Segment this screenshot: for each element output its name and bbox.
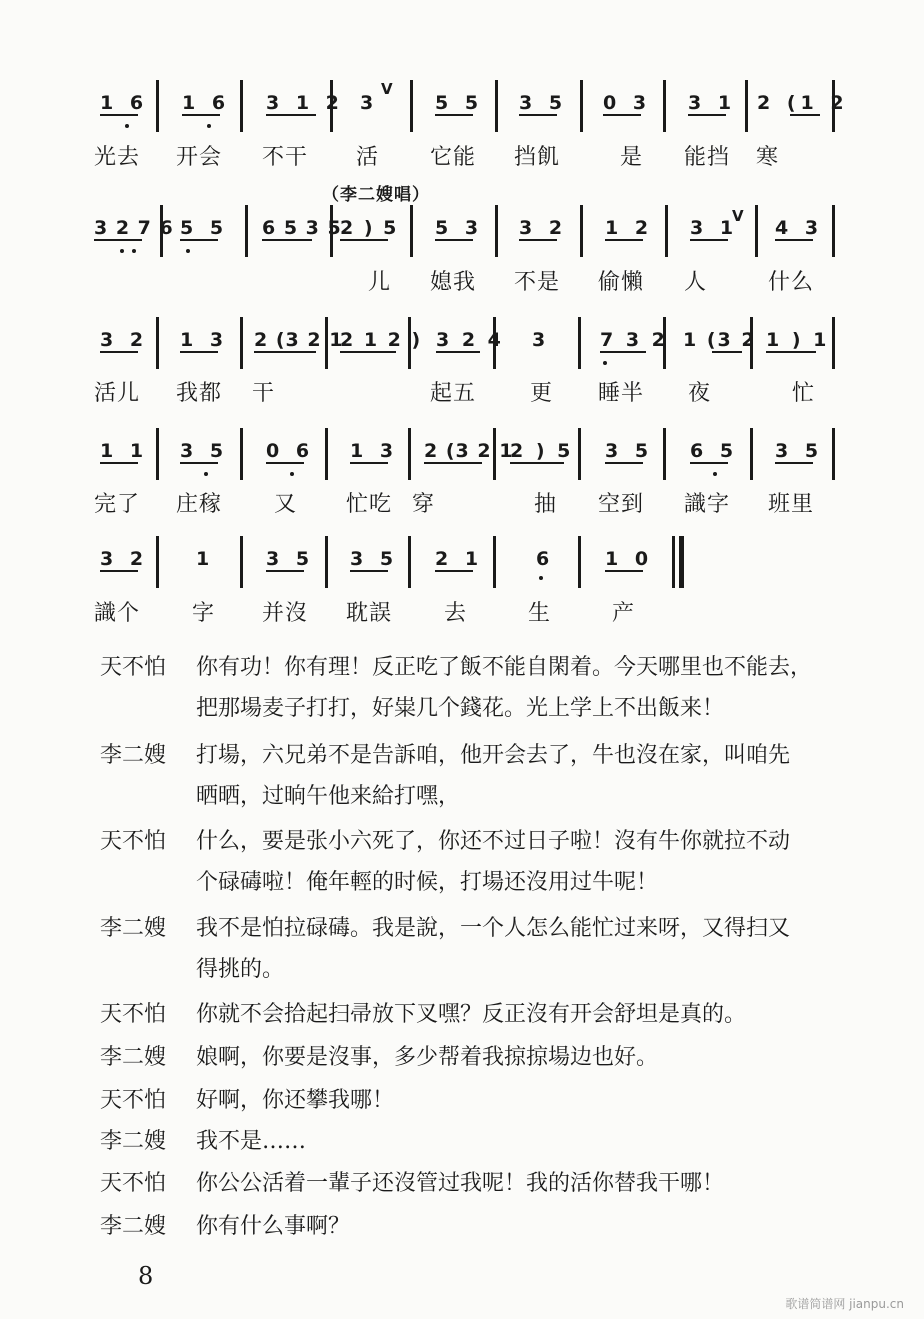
dialogue-line: 你有什么事啊？ — [196, 1214, 351, 1239]
barline — [745, 80, 748, 132]
lyric: 干 — [252, 381, 276, 406]
singer-annotation: （李二嫂唱） — [322, 185, 430, 205]
lyric: 寒 — [756, 145, 780, 170]
notes-cell: 3 2 4 — [436, 329, 504, 351]
notes-cell: 3 5 — [605, 440, 654, 462]
notes-cell: 1 3 — [180, 329, 229, 351]
barline — [578, 317, 581, 369]
notes-cell: 3 5 — [266, 548, 315, 570]
lyric: 儿 — [368, 270, 392, 295]
underline — [350, 462, 388, 464]
barline — [410, 205, 413, 257]
notes-cell: 3 1 — [690, 217, 739, 239]
notes-cell: 3 1 2 — [266, 92, 344, 114]
notes-cell: 3 2 7 6 — [94, 217, 174, 239]
lyric: 睡半 — [598, 381, 645, 406]
notes-cell: 2 1 2 ) — [340, 329, 423, 351]
notes-cell: 2 (1 2 — [757, 92, 849, 114]
speaker-name: 天不怕 — [100, 1088, 167, 1113]
underline — [182, 114, 220, 116]
notes-cell: 2 ) 5 — [510, 440, 574, 462]
breath-mark: V — [732, 207, 744, 225]
notes-cell: 1 — [196, 548, 215, 570]
notes-cell: 1 1 — [100, 440, 149, 462]
final-barline — [672, 536, 675, 588]
notes-cell: 0 3 — [603, 92, 652, 114]
notes-cell: 1 6 — [182, 92, 231, 114]
speaker-name: 天不怕 — [100, 655, 167, 680]
barline — [240, 536, 243, 588]
underline — [262, 239, 312, 241]
speaker-name: 李二嫂 — [100, 743, 167, 768]
notes-cell: 5 5 — [435, 92, 484, 114]
underline — [690, 462, 728, 464]
lyric: 更 — [530, 381, 554, 406]
dialogue-line: 我不是…… — [196, 1129, 307, 1154]
barline — [832, 428, 835, 480]
underline — [266, 462, 304, 464]
underline — [100, 114, 138, 116]
notes-cell: 3 2 — [100, 548, 149, 570]
dialogue-line: 个碌碡啦！俺年輕的时候，打場还沒用过牛呢！ — [196, 870, 659, 895]
lyric: 活儿 — [94, 381, 141, 406]
low-octave-dot — [603, 361, 607, 365]
barline — [580, 80, 583, 132]
dialogue-line: 好啊，你还攀我哪！ — [196, 1088, 395, 1113]
lyric: 穿 — [412, 492, 436, 517]
final-barline — [679, 536, 684, 588]
low-octave-dot — [186, 249, 190, 253]
dialogue-line: 你公公活着一輩子还沒管过我呢！我的活你替我干哪！ — [196, 1171, 725, 1196]
barline — [325, 428, 328, 480]
barline — [750, 428, 753, 480]
underline — [605, 462, 643, 464]
notes-cell: 1 ) 1 — [766, 329, 830, 351]
underline — [435, 114, 473, 116]
barline — [156, 80, 159, 132]
lyric: 不干 — [262, 145, 309, 170]
barline — [156, 428, 159, 480]
barline — [240, 80, 243, 132]
breath-mark: V — [381, 80, 393, 98]
underline — [775, 239, 813, 241]
underline — [100, 351, 138, 353]
speaker-name: 天不怕 — [100, 1002, 167, 1027]
lyric: 并沒 — [262, 601, 309, 626]
barline — [578, 428, 581, 480]
lyric: 識个 — [94, 601, 141, 626]
speaker-name: 天不怕 — [100, 829, 167, 854]
notes-cell: 2 (3 2 1 — [424, 440, 514, 462]
underline — [254, 351, 316, 353]
underline — [766, 351, 816, 353]
lyric: 字 — [192, 601, 216, 626]
lyric: 忙 — [792, 381, 816, 406]
dialogue-line: 什么，要是张小六死了，你还不过日子啦！沒有牛你就拉不动 — [196, 829, 791, 854]
barline — [156, 317, 159, 369]
barline — [663, 80, 666, 132]
underline — [180, 351, 218, 353]
speaker-name: 李二嫂 — [100, 1045, 167, 1070]
dialogue-line: 你就不会拾起扫帚放下叉嘿？反正沒有开会舒坦是真的。 — [196, 1002, 747, 1027]
lyric: 媳我 — [430, 270, 477, 295]
underline — [690, 239, 728, 241]
notes-cell: 3 — [360, 92, 379, 114]
notes-cell: 6 5 — [690, 440, 739, 462]
dialogue-line: 娘啊，你要是沒事，多少帮着我掠掠場边也好。 — [196, 1045, 659, 1070]
lyric: 識字 — [684, 492, 731, 517]
lyric: 生 — [528, 601, 552, 626]
barline — [832, 317, 835, 369]
underline — [94, 239, 142, 241]
underline — [424, 462, 482, 464]
underline — [605, 239, 643, 241]
lyric: 能挡 — [684, 145, 731, 170]
notes-cell: 3 — [532, 329, 551, 351]
notes-cell: 3 2 — [100, 329, 149, 351]
barline — [156, 536, 159, 588]
lyric: 去 — [444, 601, 468, 626]
dialogue-line: 打場，六兄弟不是告訴咱，他开会去了，牛也沒在家，叫咱先 — [196, 743, 791, 768]
lyric: 开会 — [176, 145, 223, 170]
underline — [790, 114, 820, 116]
speaker-name: 李二嫂 — [100, 1214, 167, 1239]
low-octave-dot — [132, 249, 136, 253]
lyric: 挡飢 — [514, 145, 561, 170]
notes-cell: 3 5 — [775, 440, 824, 462]
notes-cell: 1 (3 2 — [683, 329, 757, 351]
underline — [340, 239, 388, 241]
low-octave-dot — [204, 472, 208, 476]
lyric: 完了 — [94, 492, 141, 517]
low-octave-dot — [207, 124, 211, 128]
barline — [665, 205, 668, 257]
barline — [408, 536, 411, 588]
notes-cell: 6 5 3 5 — [262, 217, 342, 239]
speaker-name: 李二嫂 — [100, 916, 167, 941]
barline — [755, 205, 758, 257]
lyric: 偷懶 — [598, 270, 645, 295]
watermark: 歌谱简谱网 jianpu.cn — [785, 1297, 904, 1311]
notes-cell: 7 3 2 — [600, 329, 668, 351]
barline — [495, 205, 498, 257]
barline — [240, 428, 243, 480]
notes-cell: 1 2 — [605, 217, 654, 239]
notes-cell: 2 ) 5 — [340, 217, 399, 239]
underline — [340, 351, 396, 353]
barline — [578, 536, 581, 588]
barline — [495, 80, 498, 132]
underline — [510, 462, 564, 464]
notes-cell: 5 5 — [180, 217, 229, 239]
barline — [408, 428, 411, 480]
low-octave-dot — [125, 124, 129, 128]
low-octave-dot — [120, 249, 124, 253]
low-octave-dot — [290, 472, 294, 476]
notes-cell: 3 5 — [350, 548, 399, 570]
notes-cell: 2 (3 2 1 — [254, 329, 344, 351]
lyric: 耽誤 — [346, 601, 393, 626]
barline — [410, 80, 413, 132]
underline — [605, 570, 643, 572]
underline — [350, 570, 388, 572]
notes-cell: 1 0 — [605, 548, 654, 570]
underline — [436, 351, 480, 353]
underline — [519, 114, 557, 116]
lyric: 光去 — [94, 145, 141, 170]
underline — [266, 570, 304, 572]
lyric: 起五 — [430, 381, 477, 406]
notes-cell: 6 — [536, 548, 555, 570]
underline — [180, 462, 218, 464]
lyric: 活 — [356, 145, 380, 170]
barline — [580, 205, 583, 257]
notes-cell: 1 3 — [350, 440, 399, 462]
underline — [435, 239, 473, 241]
barline — [493, 536, 496, 588]
dialogue-line: 你有功！你有理！反正吃了飯不能自閑着。今天哪里也不能去， — [196, 655, 813, 680]
lyric: 抽 — [534, 492, 558, 517]
notes-cell: 3 1 — [688, 92, 737, 114]
underline — [600, 351, 646, 353]
barline — [663, 428, 666, 480]
notes-cell: 3 5 — [519, 92, 568, 114]
underline — [603, 114, 641, 116]
lyric: 什么 — [768, 270, 815, 295]
underline — [100, 570, 138, 572]
barline — [240, 317, 243, 369]
underline — [180, 239, 218, 241]
notes-cell: 5 3 — [435, 217, 484, 239]
notes-cell: 3 5 — [180, 440, 229, 462]
lyric: 又 — [274, 492, 298, 517]
low-octave-dot — [713, 472, 717, 476]
underline — [688, 114, 726, 116]
lyric: 不是 — [514, 270, 561, 295]
underline — [100, 462, 138, 464]
lyric: 是 — [620, 145, 644, 170]
speaker-name: 天不怕 — [100, 1171, 167, 1196]
underline — [435, 570, 473, 572]
notes-cell: 2 1 — [435, 548, 484, 570]
lyric: 忙吃 — [346, 492, 393, 517]
lyric: 班里 — [768, 492, 815, 517]
underline — [266, 114, 316, 116]
lyric: 空到 — [598, 492, 645, 517]
dialogue-line: 我不是怕拉碌碡。我是說，一个人怎么能忙过来呀，又得扫又 — [196, 916, 791, 941]
notes-cell: 1 6 — [100, 92, 149, 114]
low-octave-dot — [539, 576, 543, 580]
underline — [519, 239, 557, 241]
notes-cell: 4 3 — [775, 217, 824, 239]
dialogue-line: 得挑的。 — [196, 957, 285, 982]
dialogue-line: 晒晒，过晌午他来給打嘿， — [196, 784, 461, 809]
underline — [712, 351, 742, 353]
lyric: 它能 — [430, 145, 477, 170]
speaker-name: 李二嫂 — [100, 1129, 167, 1154]
page-number: 8 — [138, 1262, 154, 1290]
barline — [832, 205, 835, 257]
notes-cell: 3 2 — [519, 217, 568, 239]
notes-cell: 0 6 — [266, 440, 315, 462]
barline — [245, 205, 248, 257]
barline — [325, 536, 328, 588]
dialogue-line: 把那場麦子打打，好粜几个錢花。光上学上不出飯来！ — [196, 696, 725, 721]
underline — [775, 462, 813, 464]
lyric: 夜 — [688, 381, 712, 406]
lyric: 我都 — [176, 381, 223, 406]
lyric: 产 — [612, 601, 636, 626]
lyric: 庄稼 — [176, 492, 223, 517]
lyric: 人 — [684, 270, 708, 295]
